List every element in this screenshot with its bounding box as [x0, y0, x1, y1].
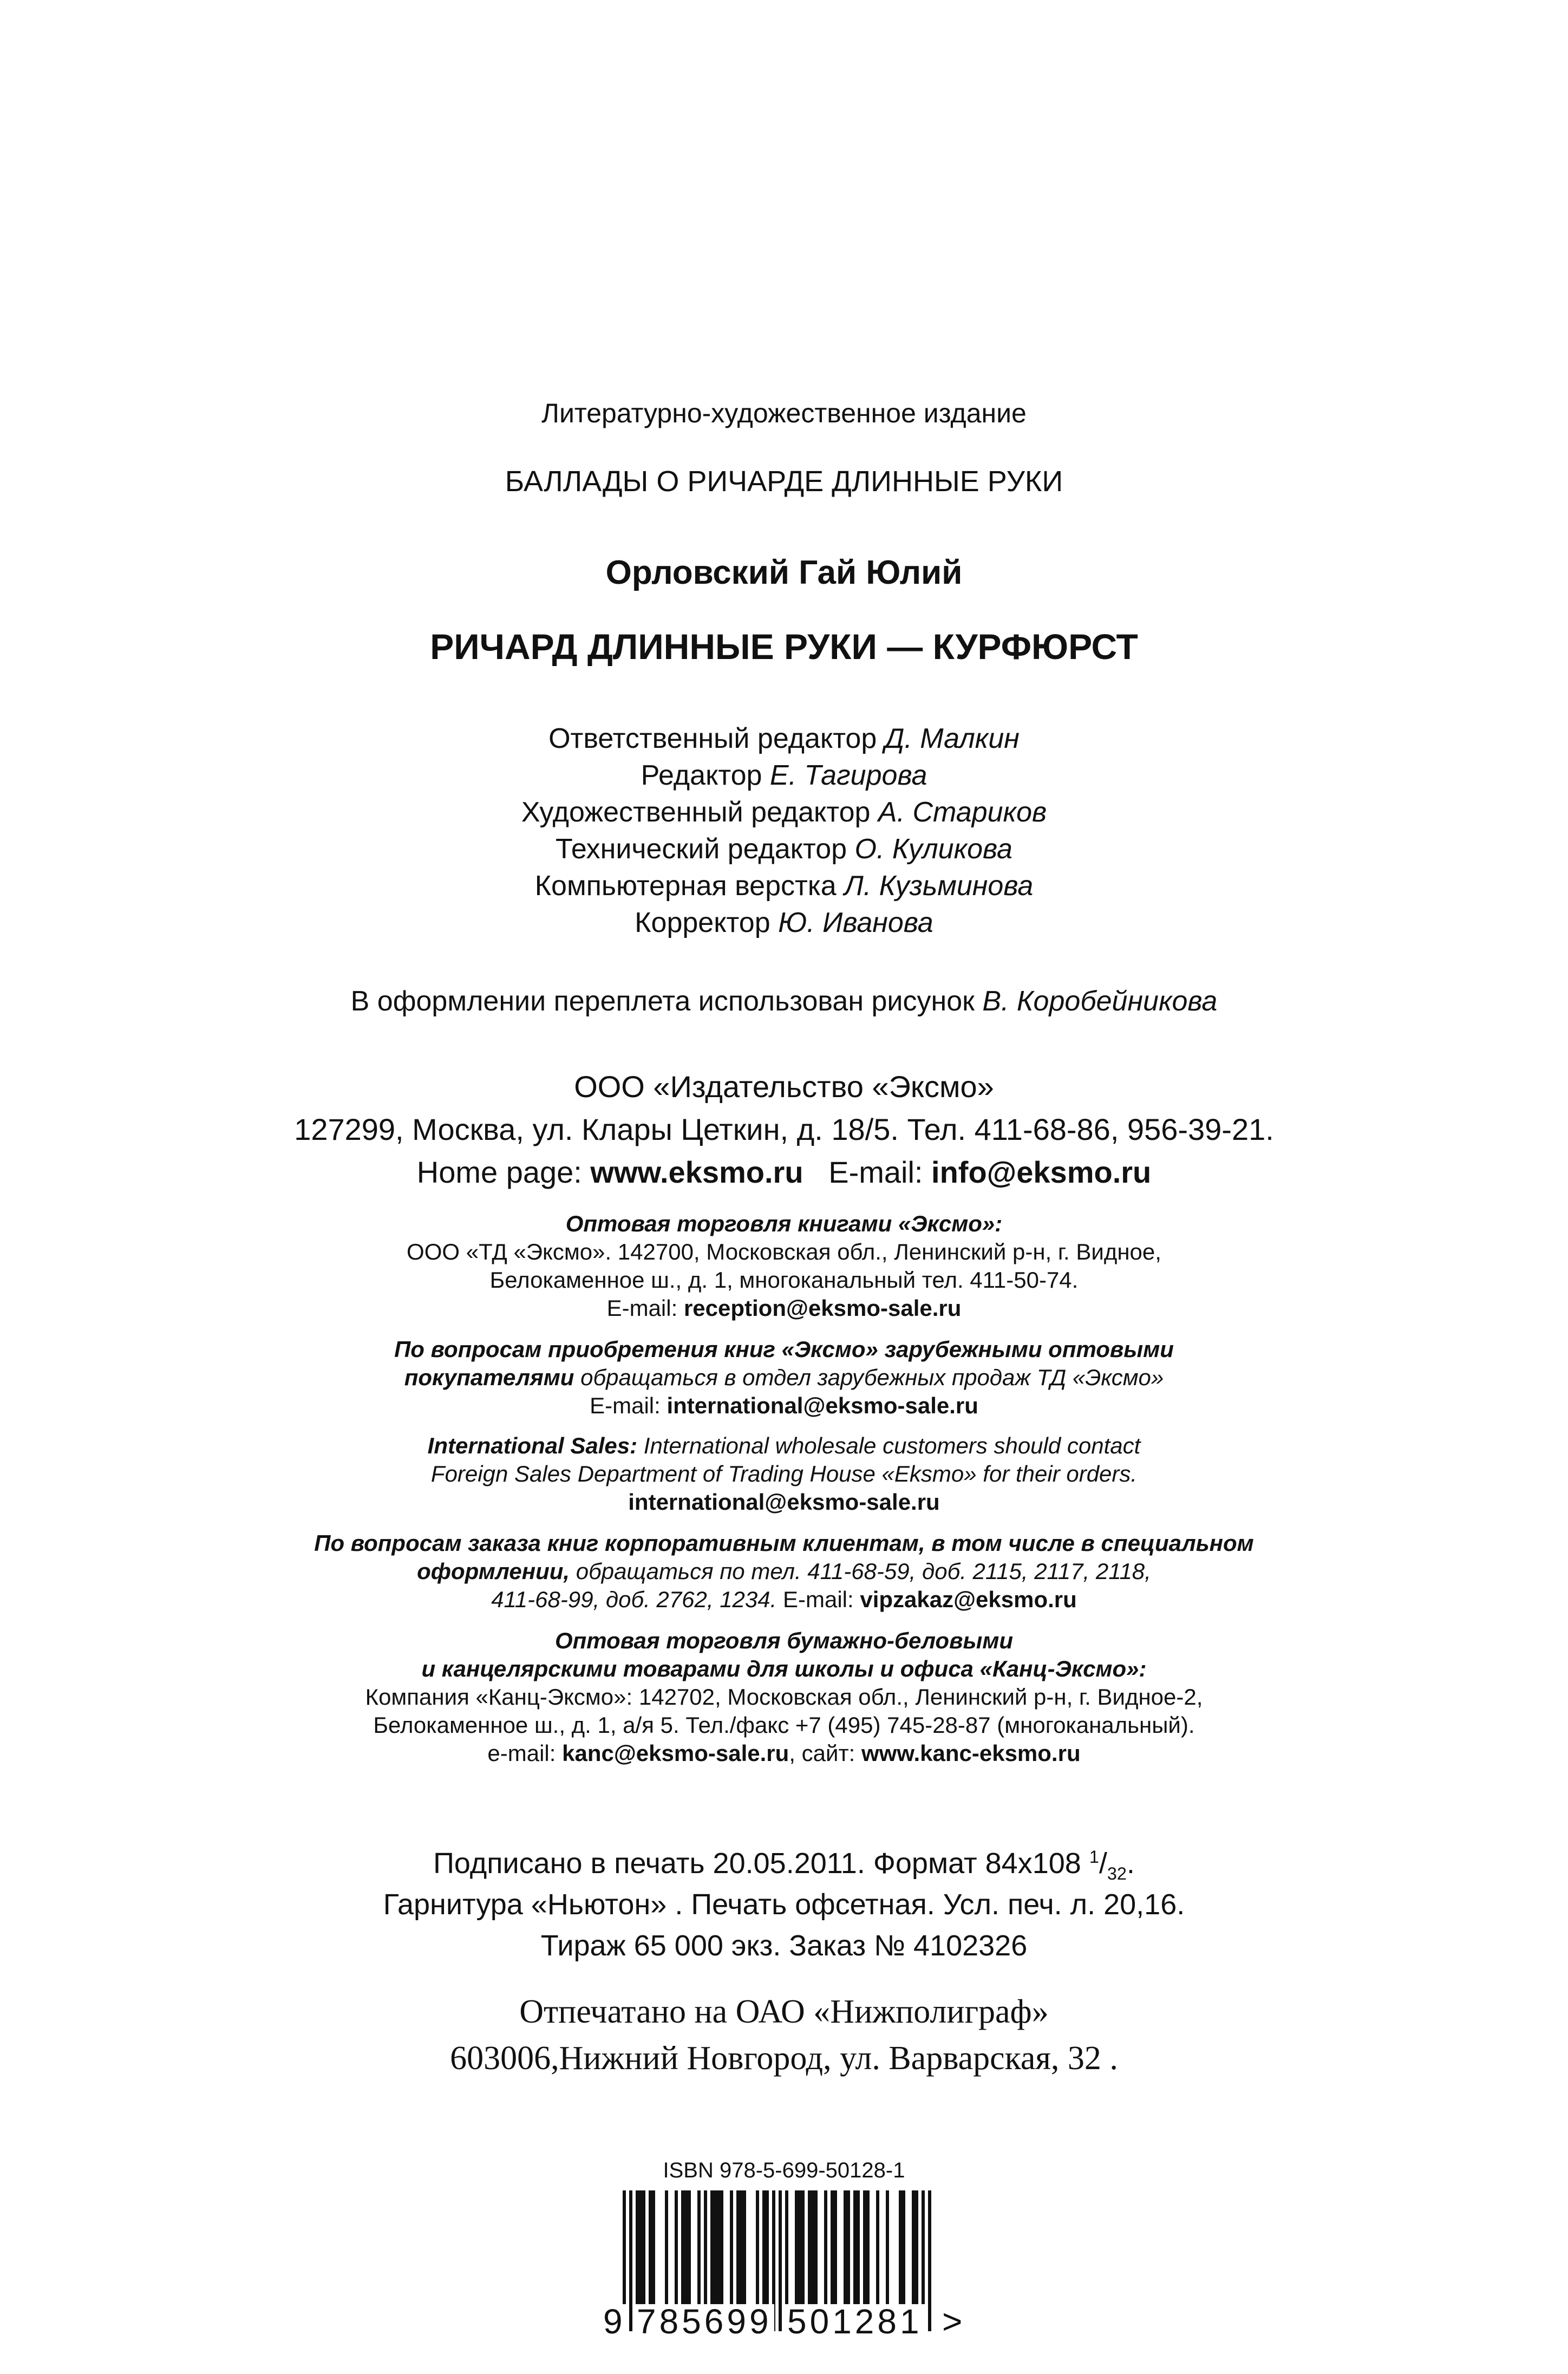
foreign-wholesale-email: E-mail: international@eksmo-sale.ru [590, 1393, 978, 1418]
barcode-bar [886, 2190, 889, 2307]
barcode-digits-left: 785699 [635, 2304, 774, 2339]
publisher-address: 127299, Москва, ул. Клары Цеткин, д. 18/5. Тел. 411-68-86, 956-39-21. [294, 1112, 1274, 1146]
barcode-bar [785, 2190, 788, 2307]
credit-line: Художественный редактор А. Стариков [521, 797, 1047, 828]
foreign-wholesale-line: По вопросам приобретения книг «Эксмо» зарубежными оптовыми [394, 1336, 1174, 1362]
stationery-line: Белокаменное ш., д. 1, а/я 5. Тел./факс +7 (495) 745-28-87 (многоканальный). [373, 1712, 1195, 1738]
edition-type: Литературно-художественное издание [541, 398, 1027, 428]
barcode-bar [876, 2190, 879, 2307]
international-line: International Sales: International wholesale customers should contact [427, 1433, 1141, 1458]
barcode-bar [912, 2190, 915, 2307]
barcode-bar [902, 2190, 905, 2307]
barcode-bar [740, 2190, 743, 2307]
cover-art-credit: В оформлении переплета использован рисунок В. Коробейникова [350, 986, 1218, 1017]
barcode-bar [814, 2190, 818, 2307]
barcode-digit-first: 9 [601, 2304, 628, 2339]
barcode-bar [798, 2190, 801, 2307]
print-info-line: Тираж 65 000 экз. Заказ № 4102326 [540, 1929, 1028, 1962]
barcode-bar [831, 2190, 834, 2307]
wholesale-email: E-mail: reception@eksmo-sale.ru [606, 1295, 962, 1321]
barcode-digits-right: 501281 [785, 2304, 925, 2339]
book-title: РИЧАРД ДЛИННЫЕ РУКИ — КУРФЮРСТ [430, 627, 1138, 667]
barcode-bar [710, 2190, 714, 2307]
wholesale-line: Белокаменное ш., д. 1, многоканальный тел. 411-50-74. [489, 1267, 1079, 1293]
credit-line: Корректор Ю. Иванова [635, 907, 933, 938]
stationery-line: Компания «Канц-Эксмо»: 142702, Московская обл., Ленинский р-н, г. Видное-2, [365, 1684, 1203, 1710]
barcode-bar [736, 2190, 740, 2307]
barcode-bar [824, 2190, 827, 2307]
barcode-bar [866, 2190, 870, 2307]
barcode-bar [795, 2190, 798, 2307]
barcode-bar [665, 2190, 668, 2307]
barcode-bar [649, 2190, 652, 2307]
stationery-contacts: e-mail: kanc@eksmo-sale.ru, сайт: www.kanc-eksmo.ru [487, 1740, 1081, 1766]
barcode-bar [714, 2190, 717, 2307]
credit-line: Ответственный редактор Д. Малкин [548, 723, 1020, 754]
isbn-barcode [601, 2190, 969, 2353]
barcode-bar [652, 2190, 655, 2307]
barcode-bar [808, 2190, 811, 2307]
stationery-heading: Оптовая торговля бумажно-беловыми [554, 1628, 1014, 1653]
barcode-bar [642, 2190, 645, 2307]
barcode-bar [697, 2190, 701, 2307]
home-page-link: www.eksmo.ru [590, 1155, 803, 1189]
barcode-bar [899, 2190, 902, 2307]
barcode-bar [766, 2190, 769, 2307]
publisher-contacts: Home page: www.eksmo.ru E-mail: info@eksmo.ru [416, 1155, 1152, 1189]
barcode-bar [730, 2190, 733, 2307]
foreign-wholesale-line: покупателями обращаться в отдел зарубежных продаж ТД «Эксмо» [404, 1365, 1164, 1390]
publisher-name: ООО «Издательство «Эксмо» [574, 1069, 994, 1104]
barcode-bar [928, 2190, 931, 2331]
barcode-bar [743, 2190, 746, 2307]
barcode-bar [636, 2190, 639, 2307]
isbn-label: ISBN 978-5-699-50128-1 [663, 2158, 905, 2182]
credit-line: Компьютерная верстка Л. Кузьминова [534, 870, 1034, 902]
author-name: Орловский Гай Юлий [605, 554, 963, 591]
wholesale-heading: Оптовая торговля книгами «Эксмо»: [565, 1211, 1003, 1236]
barcode-bar [844, 2190, 847, 2307]
international-line: Foreign Sales Department of Trading House «Eksmo» for their orders. [430, 1461, 1138, 1486]
barcode-bar [863, 2190, 866, 2307]
corporate-line: оформлении, обращаться по тел. 411-68-59, доб. 2115, 2117, 2118, [417, 1558, 1151, 1584]
barcode-bar [675, 2190, 678, 2307]
corporate-line: По вопросам заказа книг корпоративным клиентам, в том числе в специальном [314, 1530, 1254, 1556]
barcode-bar [681, 2190, 684, 2307]
barcode-bar [629, 2190, 632, 2331]
printer-line: 603006,Нижний Новгород, ул. Варварская, 32 . [450, 2040, 1118, 2077]
barcode-bar [811, 2190, 814, 2307]
barcode-bar [756, 2190, 759, 2307]
barcode-bar [720, 2190, 723, 2307]
barcode-bar [915, 2190, 918, 2307]
barcode-bar [801, 2190, 805, 2307]
barcode-bar [688, 2190, 691, 2307]
printer-line: Отпечатано на ОАО «Нижполиграф» [519, 1993, 1049, 2030]
barcode-bar [853, 2190, 857, 2307]
barcode-bar [704, 2190, 707, 2307]
barcode-bar [684, 2190, 688, 2307]
barcode-bar [857, 2190, 860, 2307]
international-email: international@eksmo-sale.ru [628, 1489, 940, 1515]
corporate-line: 411-68-99, доб. 2762, 1234. E-mail: vipzakaz@eksmo.ru [491, 1587, 1077, 1612]
barcode-bar [779, 2190, 782, 2331]
credit-line: Технический редактор О. Куликова [556, 833, 1012, 865]
barcode-bar [834, 2190, 837, 2307]
series-title: БАЛЛАДЫ О РИЧАРДЕ ДЛИННЫЕ РУКИ [505, 465, 1063, 498]
barcode-bar [639, 2190, 642, 2307]
barcode-arrow: > [940, 2304, 968, 2339]
credit-line: Редактор Е. Тагирова [641, 760, 927, 791]
barcode-bar [847, 2190, 850, 2307]
wholesale-line: ООО «ТД «Эксмо». 142700, Московская обл., Ленинский р-н, г. Видное, [407, 1239, 1161, 1264]
print-info-line: Подписано в печать 20.05.2011. Формат 84x108 $^1/_{32}$. [433, 1847, 1135, 1883]
publisher-email: info@eksmo.ru [931, 1155, 1152, 1189]
stationery-heading: и канцелярскими товарами для школы и офиса «Канц-Эксмо»: [421, 1656, 1147, 1681]
barcode-bar [762, 2190, 766, 2307]
barcode-bar [717, 2190, 720, 2307]
print-info-line: Гарнитура «Ньютон» . Печать офсетная. Усл. печ. л. 20,16. [383, 1888, 1185, 1921]
